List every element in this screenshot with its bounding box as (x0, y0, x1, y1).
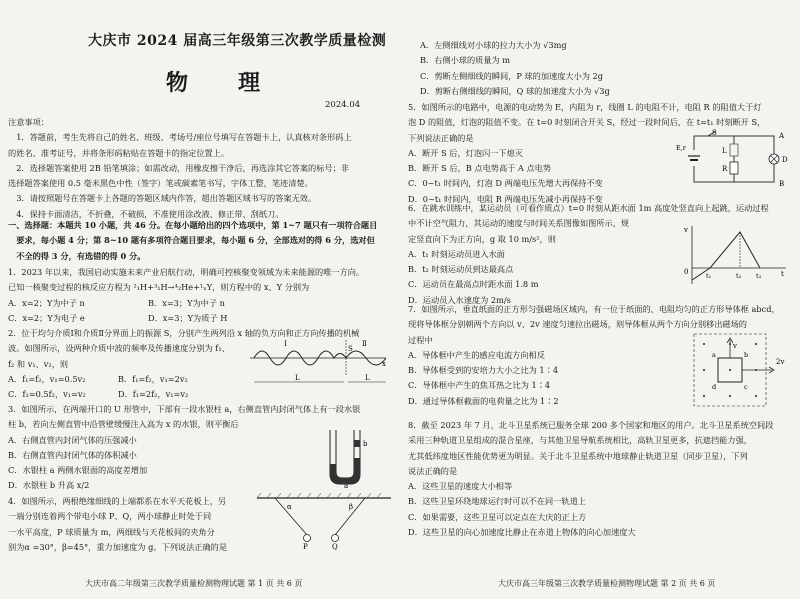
question-text: 已知一核聚变过程的核反应方程为 ²₁H+³₁H→⁴₂He+¹ₓY，则方程中的 x、Y 分别为 (8, 282, 310, 293)
medium-1-label: Ⅰ (284, 340, 287, 348)
option-d: D．f₁=2f₂，v₁=v₂ (118, 389, 189, 400)
option-d: D．运动员入水速度为 2m/s (408, 294, 511, 305)
option-c: C．剪断左侧细线的瞬间，P 球的加速度大小为 2g (420, 70, 603, 81)
ball-p (304, 535, 311, 542)
source-label: S (348, 345, 353, 353)
notice-line: 1．答题前，考生先将自己的姓名、班级、考场号/座位号填写在答题卡上，认真核对条形码上 (8, 132, 352, 143)
subject-title: 物 理 (166, 70, 275, 96)
exam-date: 2024.04 (325, 100, 361, 110)
question-text: 泡 D 的阻值，灯泡的阻值不变。在 t=0 时刻闭合开关 S，经过一段时间后，在 t=t₁ 时刻断开 S， (408, 117, 766, 128)
option-d: D．剪断右侧细线的瞬间，Q 球的加速度大小为 √3g (420, 85, 610, 96)
question-text: 中不计空气阻力，其运动的速度与时间关系图像如图所示，规 (408, 218, 630, 229)
label-a: a (344, 482, 349, 488)
section-line: 要求，每小题 4 分；第 8~10 题有多项符合题目要求，每小题 6 分，全部选对的得 6 分，选对但 (8, 235, 375, 246)
section-1-instructions (8, 218, 400, 264)
field-dot (703, 369, 705, 371)
circuit-figure (676, 128, 796, 188)
u-tube-inner (336, 430, 354, 478)
option-row (8, 387, 400, 402)
page-footer-left: 大庆市高二年级第三次教学质量检测物理试题 第 1 页 共 6 页 (85, 579, 303, 588)
question-text: 1．2023 年以来，我国启动实施未来产业启航行动，明确可控核聚变领域为未来能源的唯一方向。 (8, 267, 365, 277)
field-dot (755, 395, 757, 397)
u-tube-figure (322, 428, 372, 488)
option-b: B．这些卫星环绕地球运行时可以不在同一轨道上 (408, 496, 586, 507)
question-text: 波。如图所示，设两种介质中波的频率及传播速度分别为 f₁、 (8, 343, 230, 354)
option-c: C．0~t₁ 时间内，灯泡 D 两端电压先增大再保持不变 (408, 178, 603, 189)
inductor-coil (730, 144, 738, 156)
question-text: 2．位于均匀介质Ⅰ和介质Ⅱ分界面上的振源 S，分别产生两列沿 x 轴的负方向和正方向传播的机械 (8, 328, 360, 338)
question-text: 7．如图所示，垂直纸面的正方形匀强磁场区域内，有一位于纸面的、电阻均匀的正方形导体框 abcd， (408, 304, 780, 314)
resistor (730, 162, 738, 174)
option-a: A．左侧细线对小球的拉力大小为 √3mg (420, 40, 567, 50)
question-text: 8．截至 2023 年 7 月，北斗卫星系统已服务全球 200 多个国家和地区的用户。北斗卫星系统空间段 (408, 420, 774, 430)
corner-d: d (712, 383, 717, 391)
question-text: 定竖直向下为正方向，g 取 10 m/s²，则 (408, 233, 556, 244)
page-2 (406, 0, 800, 599)
mercury-a (330, 458, 360, 484)
option-row (8, 296, 400, 311)
option-b: B．导体框受到的安培力大小之比为 1∶4 (408, 365, 559, 376)
page-footer-right: 大庆市高三年级第三次教学质量检测物理试题 第 2 页 共 6 页 (498, 579, 716, 588)
field-dot (703, 343, 705, 345)
question-text: 过程中 (408, 334, 433, 345)
question-text: f₂ 和 v₁、v₂，则 (8, 358, 69, 369)
notice-block (8, 115, 400, 222)
option-b: B．f₁=f₂，v₁=2v₂ (118, 373, 188, 384)
corner-c: c (744, 383, 748, 391)
option-c: C．x=2；Y为电子 e (8, 312, 85, 323)
option-d: D．这些卫星的向心加速度比静止在赤道上物体的向心加速度大 (408, 527, 636, 538)
resistor-label: R (722, 165, 728, 173)
option-a: A．f₁=f₂，v₁=0.5v₂ (8, 373, 86, 384)
question-8 (408, 418, 800, 540)
notice-line: 2．选择题答案使用 2B 铅笔填涂；如需改动，用橡皮擦干净后，再选涂其它答案的标号；非 (8, 162, 349, 173)
question-text: 6．在跳水训练中，某运动员（可看作质点）t=0 时刻从距水面 1m 高度处竖直向上起跳，运动过程 (408, 203, 769, 213)
angle-alpha-label: α (287, 503, 292, 511)
t3-label: t₃ (756, 272, 762, 280)
option-b: B．断开 S 后，B 点电势高于 A 点电势 (408, 163, 552, 174)
notice-line: 4．保持卡面清洁，不折叠，不破损，不准使用涂改液、修正带、刮纸刀。 (8, 208, 284, 219)
field-dot (703, 395, 705, 397)
v-t-line (692, 232, 760, 280)
option-d: D．0~t₁ 时间内，电阻 R 两端电压先减小再保持不变 (408, 193, 603, 204)
option-d: D．通过导体框截面的电荷量之比为 1∶2 (408, 395, 559, 406)
question-text: 下列说法正确的是 (408, 132, 474, 143)
t1-label: t₁ (706, 272, 712, 280)
option-b: B．x=3；Y为中子 n (148, 297, 225, 308)
question-3 (8, 402, 361, 494)
x-label: x (382, 360, 386, 368)
ceiling-hatch (257, 493, 381, 498)
question-text: 说法正确的是 (408, 465, 458, 476)
field-dot (729, 369, 731, 371)
t2-label: t₂ (736, 272, 742, 280)
notice-line: 3．请按照题号在答题卡上各题的答题区域内作答，超出答题区域书写的答案无效。 (8, 193, 317, 204)
question-text: 4．如图所示，两根绝缘细线的上端都系在水平天花板上，另 (8, 496, 227, 506)
corner-b: b (744, 351, 749, 359)
2v-label: 2v (776, 358, 785, 366)
label-q: Q (332, 543, 338, 550)
field-dot (729, 395, 731, 397)
length-label-1: L (295, 374, 300, 382)
node-b-label: B (779, 180, 785, 188)
section-line: 不全的得 3 分，有选错的得 0 分。 (8, 250, 146, 261)
switch-label: S (712, 129, 717, 137)
label-b: b (363, 440, 368, 448)
notice-heading: 注意事项： (8, 117, 49, 127)
charged-balls-figure (255, 490, 395, 550)
question-text: 尤其低纬度地区性能优势更为明显。关于北斗卫星系统中地球静止轨道卫星（同步卫星），下列 (408, 450, 748, 461)
option-c: C．导体框中产生的焦耳热之比为 1∶4 (408, 380, 551, 391)
option-a: A．t₁ 时刻运动员进入水面 (408, 248, 505, 259)
question-text: 柱 b，若向左侧直管中沿管壁缓慢注入高为 x 的水银，则平衡后 (8, 419, 239, 430)
wave-figure (250, 338, 390, 388)
option-a: A．导体框中产生的感应电流方向相反 (408, 349, 545, 360)
magnetic-field-figure (690, 330, 790, 410)
field-dot (755, 343, 757, 345)
angle-beta-label: β (349, 503, 354, 511)
question-text: 3．如图所示，在两端开口的 U 形管中，下部有一段水银柱 a，右侧直管内封闭气体上有一段水银 (8, 404, 361, 414)
exam-title: 大庆市 2024 届高三年级第三次教学质量检测 (88, 33, 387, 49)
option-b: B．t₂ 时刻运动员到达最高点 (408, 264, 514, 275)
lamp-label: D (782, 156, 788, 164)
option-d: D．水银柱 b 升高 x/2 (8, 480, 90, 491)
question-text: 一端分别连着两个带电小球 P、Q，两小球静止时处于同 (8, 511, 212, 522)
option-a: A．右侧直管内封闭气体的压强减小 (8, 434, 137, 445)
label-p: P (303, 543, 308, 550)
v-label: v (733, 342, 737, 350)
question-1 (8, 265, 400, 326)
option-c: C．f₁=0.5f₂，v₁=v₂ (8, 389, 86, 400)
origin-label: 0 (684, 268, 689, 276)
section-line: 一、选择题：本题共 10 小题，共 46 分。在每小题给出的四个选项中，第 1~7 题只有一项符合题目 (8, 220, 378, 230)
battery-label: E,r (676, 144, 686, 152)
option-a: A．这些卫星的速度大小相等 (408, 481, 513, 492)
question-text: 别为α =30°，β=45°，重力加速度为 g。下列说法正确的是 (8, 541, 228, 552)
option-c: C．水银柱 a 两侧水银面的高度差增加 (8, 465, 148, 476)
option-c: C．运动员在最高点时距水面 1.8 m (408, 279, 539, 290)
option-d: D．x=3；Y为质子 H (148, 312, 228, 323)
question-4-options (420, 38, 800, 99)
notice-line: 的姓名、准考证号，并将条形码粘贴在答题卡的指定位置上。 (8, 147, 230, 158)
battery-gap (688, 150, 700, 166)
option-row (8, 311, 400, 326)
medium-2-label: Ⅱ (362, 340, 367, 348)
v-label: v (684, 226, 688, 234)
question-text: 一水平高度，P 球质量为 m，两细线与天花板间的夹角分 (8, 526, 215, 537)
inductor-label: L (722, 147, 727, 155)
velocity-time-graph (682, 224, 790, 288)
option-a: A．断开 S 后，灯泡闪一下熄灭 (408, 147, 523, 158)
question-text: 5．如图所示的电路中，电源的电动势为 E，内阻为 r，线圈 L 的电阻不计，电阻 R 的阻值大于灯 (408, 102, 762, 112)
notice-line: 选择题答案使用 0.5 毫米黑色中性（签字）笔或碳素笔书写，字体工整，笔迹清楚。 (8, 178, 313, 189)
t-label: t (781, 270, 784, 278)
option-a: A．x=2；Y为中子 n (8, 297, 85, 308)
question-text: 采用三种轨道卫星组成的混合星座，与其他卫星导航系统相比，高轨卫星更多，抗遮挡能力强， (408, 435, 752, 446)
option-b: B．右侧直管内封闭气体的体积减小 (8, 449, 137, 460)
corner-a: a (712, 351, 716, 359)
option-c: C．如果需要，这些卫星可以定点在大庆的正上方 (408, 511, 587, 522)
question-text: 现将导体框分别朝两个方向以 v、2v 速度匀速拉出磁场，则导体框从两个方向分别移出磁场的 (408, 319, 747, 330)
length-label-2: L (365, 374, 370, 382)
option-b: B．右侧小球的质量为 m (420, 55, 511, 66)
mercury-b (354, 440, 360, 447)
ball-q (332, 535, 339, 542)
node-a-label: A (779, 132, 785, 140)
